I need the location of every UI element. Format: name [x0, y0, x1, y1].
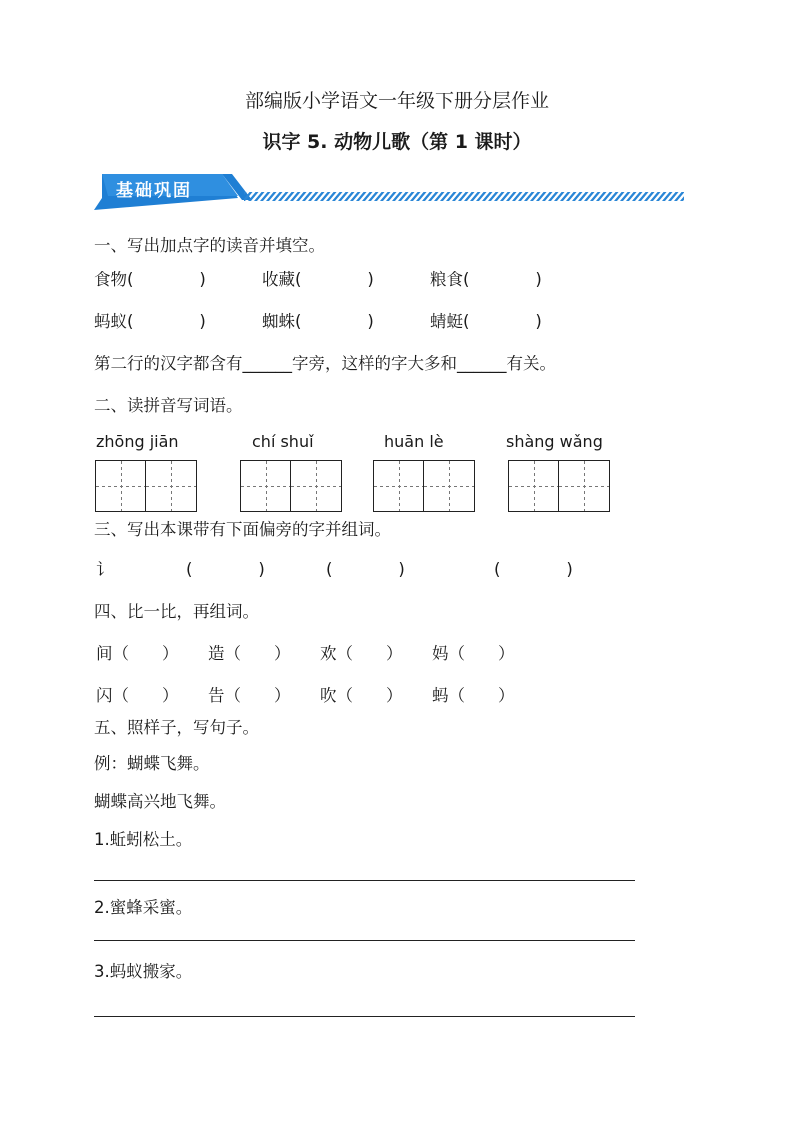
q1-item: 食物( ): [94, 270, 206, 289]
q1-heading: 一、写出加点字的读音并填空。: [94, 236, 325, 255]
q1-item: 蜘蛛( ): [262, 312, 374, 331]
q4-item: 告（ ）: [208, 686, 291, 705]
q4-item: 蚂（ ）: [432, 686, 515, 705]
grid-cell[interactable]: [509, 461, 559, 511]
banner-label: 基础巩固: [116, 181, 192, 201]
grid-cell[interactable]: [146, 461, 196, 511]
writing-grid[interactable]: [240, 460, 342, 512]
pinyin-label: shàng wǎng: [506, 432, 603, 451]
answer-line[interactable]: [94, 1016, 635, 1017]
q5-item: 3.蚂蚁搬家。: [94, 962, 193, 981]
writing-grid[interactable]: [508, 460, 610, 512]
pinyin-label: chí shuǐ: [252, 432, 314, 451]
pinyin-label: huān lè: [384, 432, 444, 451]
q5-example: 例：蝴蝶飞舞。: [94, 754, 210, 773]
q5-heading: 五、照样子，写句子。: [94, 718, 259, 737]
q3-blank: ( ): [494, 560, 573, 579]
answer-line[interactable]: [94, 940, 635, 941]
q4-item: 造（ ）: [208, 644, 291, 663]
q4-heading: 四、比一比，再组词。: [94, 602, 259, 621]
lesson-title: 识字 5. 动物儿歌（第 1 课时）: [262, 131, 532, 153]
q3-blank: ( ): [326, 560, 405, 579]
document-title: 部编版小学语文一年级下册分层作业: [244, 90, 549, 112]
section-banner: [94, 170, 684, 210]
grid-cell[interactable]: [96, 461, 146, 511]
q1-item: 蜻蜓( ): [430, 312, 542, 331]
q1-fill-sentence: 第二行的汉字都含有______字旁，这样的字大多和______有关。: [94, 354, 556, 373]
q5-item: 1.蚯蚓松土。: [94, 830, 193, 849]
q5-item: 2.蜜蜂采蜜。: [94, 898, 193, 917]
q3-heading: 三、写出本课带有下面偏旁的字并组词。: [94, 520, 391, 539]
grid-cell[interactable]: [374, 461, 424, 511]
radical-label: 讠: [96, 560, 113, 579]
answer-line[interactable]: [94, 880, 635, 881]
q1-item: 粮食( ): [430, 270, 542, 289]
writing-grid[interactable]: [95, 460, 197, 512]
q5-example-answer: 蝴蝶高兴地飞舞。: [94, 792, 226, 811]
grid-cell[interactable]: [241, 461, 291, 511]
q4-item: 闪（ ）: [96, 686, 179, 705]
q4-item: 妈（ ）: [432, 644, 515, 663]
grid-cell[interactable]: [559, 461, 609, 511]
grid-cell[interactable]: [424, 461, 474, 511]
q3-blank: ( ): [186, 560, 265, 579]
grid-cell[interactable]: [291, 461, 341, 511]
pinyin-label: zhōng jiān: [96, 432, 179, 451]
writing-grid[interactable]: [373, 460, 475, 512]
q2-heading: 二、读拼音写词语。: [94, 396, 243, 415]
q1-item: 收藏( ): [262, 270, 374, 289]
q4-item: 欢（ ）: [320, 644, 403, 663]
q1-item: 蚂蚁( ): [94, 312, 206, 331]
q4-item: 吹（ ）: [320, 686, 403, 705]
q4-item: 间（ ）: [96, 644, 179, 663]
